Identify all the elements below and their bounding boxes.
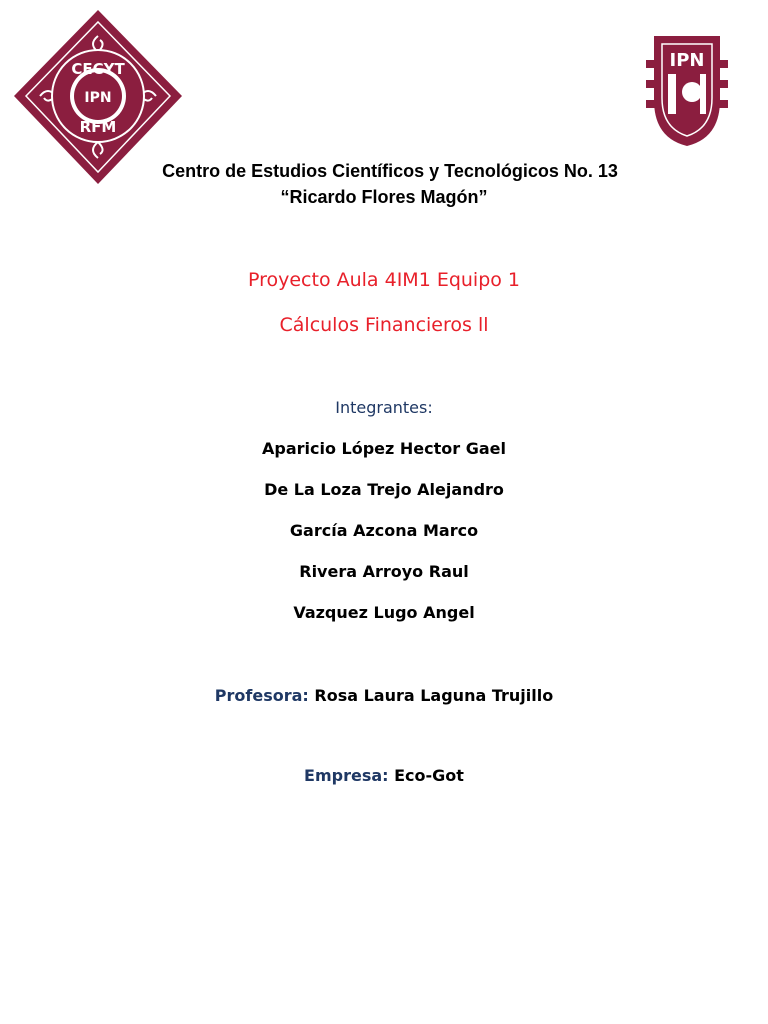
project-title: Proyecto Aula 4IM1 Equipo 1 [247,269,521,291]
member-name: Vazquez Lugo Angel [293,603,475,622]
company-line [0,765,768,787]
teacher-label: Profesora: [214,686,309,705]
ipn-logo-text: IPN [669,50,705,71]
company-label: Empresa: [304,766,389,785]
company-name: Eco-Got [394,766,464,785]
member-name: García Azcona Marco [289,521,479,540]
teacher-line [0,685,768,707]
members-heading: Integrantes: [335,398,433,417]
cecyt-inner-text: IPN [84,90,112,106]
subject-title: Cálculos Financieros ll [279,314,489,336]
member-name: De La Loza Trejo Alejandro [264,480,504,499]
ipn-logo [644,30,730,148]
member-name: Aparicio López Hector Gael [261,439,506,458]
school-subtitle: “Ricardo Flores Magón” [280,187,488,207]
cecyt-ring-text: CECYT [71,60,125,78]
teacher-name: Rosa Laura Laguna Trujillo [314,686,554,705]
member-name: Rivera Arroyo Raul [299,562,469,581]
cecyt-bottom-text: RFM [79,118,117,136]
school-name: Centro de Estudios Científicos y Tecnológicos No. 13 [162,161,618,181]
